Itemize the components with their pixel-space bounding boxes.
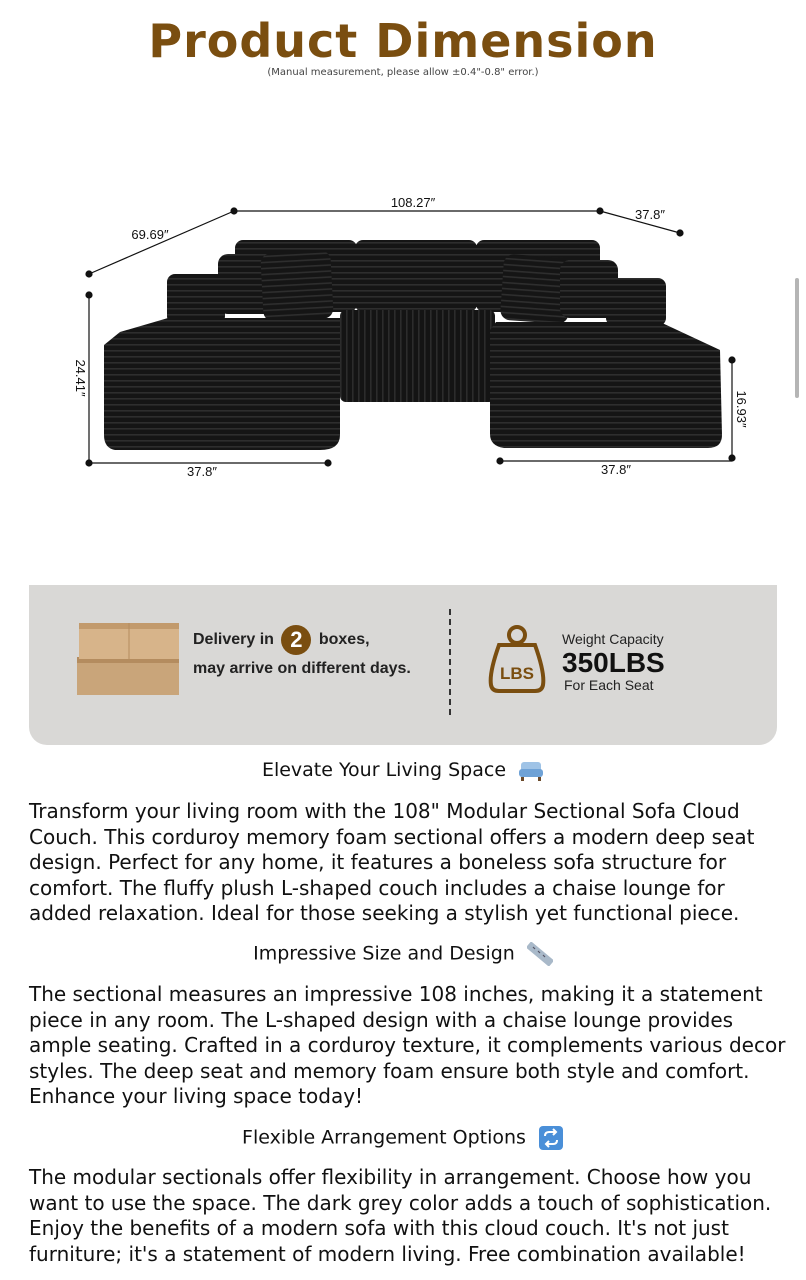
label-left-chaise-width: 37.8″ xyxy=(187,464,217,479)
back-cushion-center xyxy=(355,240,477,312)
delivery-note: may arrive on different days. xyxy=(193,660,411,677)
sofa-emoji-icon xyxy=(518,760,544,782)
label-height: 24.41″ xyxy=(73,359,88,397)
weight-icon xyxy=(485,623,549,693)
delivery-suffix: boxes, xyxy=(318,631,370,649)
label-total-width: 108.27″ xyxy=(390,195,436,210)
label-left-depth: 69.69″ xyxy=(131,227,169,242)
weight-capacity-value: 350LBS xyxy=(562,647,665,678)
section-heading-elevate: Elevate Your Living Space xyxy=(0,759,806,782)
section-body-elevate: Transform your living room with the 108" Modular Sectional Sofa Cloud Couch. This corduroy memory foam sectional offers a modern deep seat design. Perfect for any home, it features a boneless sofa structure for comfort. The fluffy plush L-shaped couch includes a chaise lounge for added relaxation. Ideal for those seeking a stylish yet functional piece. xyxy=(29,799,755,926)
weight-capacity-label: Weight Capacity xyxy=(562,631,664,647)
delivery-info xyxy=(193,625,443,683)
box-count-badge: 2 xyxy=(281,625,311,655)
delivery-prefix: Delivery in xyxy=(193,631,274,649)
weight-icon-text: LBS xyxy=(500,664,534,683)
arm-right xyxy=(606,278,666,326)
label-right-depth: 37.8″ xyxy=(635,207,665,222)
section-heading-arrangement: Flexible Arrangement Options xyxy=(0,1125,806,1151)
center-seat xyxy=(340,310,495,402)
section-body-size: The sectional measures an impressive 108 inches, making it a statement piece in any room. The L-shaped design with a chaise lounge provides ample seating. Crafted in a corduroy texture, it complements various decor styles. The deep seat and memory foam ensure both style and comfort. Enhance your living space today! xyxy=(29,982,786,1109)
ruler-emoji-icon xyxy=(527,942,553,966)
label-seat-height: 16.93″ xyxy=(734,390,749,428)
repeat-emoji-icon xyxy=(538,1125,564,1151)
panel-divider xyxy=(449,609,451,715)
section-body-arrangement: The modular sectionals offer flexibility in arrangement. Choose how you want to use the space. The dark grey color adds a touch of sophistication. Enjoy the benefits of a modern sofa with this cloud couch. It's not just furniture; it's a statement of modern living. Free combination available! xyxy=(29,1165,772,1266)
section-heading-size: Impressive Size and Design xyxy=(0,942,806,966)
measurement-note: (Manual measurement, please allow ±0.4"-0.8" error.) xyxy=(267,67,539,78)
right-chaise xyxy=(490,322,722,448)
scrollbar[interactable] xyxy=(795,278,799,398)
pillow-left-2 xyxy=(260,250,333,322)
arm-left xyxy=(167,274,225,324)
sofa-dimension-diagram xyxy=(0,190,806,490)
page-title: Product Dimension xyxy=(148,14,658,68)
shipping-boxes-icon xyxy=(77,621,181,697)
shipping-info-panel xyxy=(29,585,777,745)
left-chaise xyxy=(104,318,340,450)
label-right-chaise-width: 37.8″ xyxy=(601,462,631,477)
weight-capacity-sub: For Each Seat xyxy=(564,677,654,693)
